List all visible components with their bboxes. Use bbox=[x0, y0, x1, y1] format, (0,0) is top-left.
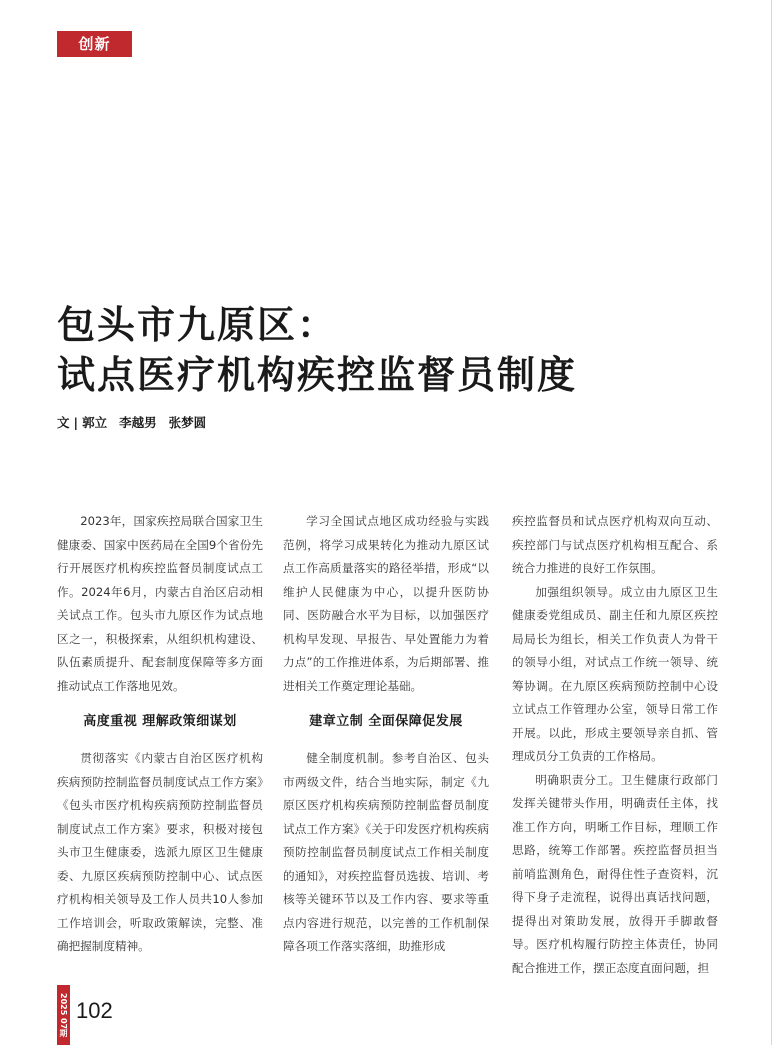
byline-separator: | bbox=[73, 415, 79, 430]
paragraph: 2023年，国家疾控局联合国家卫生健康委、国家中医药局在全国9个省份先行开展医疗机构疾控监督员制度试点工作。2024年6月，内蒙古自治区启动相关试点工作。包头市九原区作为试点地区之一，积极探索，从组织机构建设、队伍素质提升、配套制度保障等多方面推动试点工作落地见效。 bbox=[57, 514, 263, 693]
section-heading: 高度重视 理解政策细谋划 bbox=[83, 714, 237, 729]
paragraph-continued: 疾控监督员和试点医疗机构双向互动、疾控部门与试点医疗机构相互配合、系统合力推进的良好工作氛围。 bbox=[512, 514, 718, 575]
issue-tab bbox=[57, 985, 70, 1045]
byline-prefix: 文 bbox=[57, 415, 70, 430]
issue-label: 2025 07期 bbox=[59, 992, 68, 1038]
paragraph: 明确职责分工。卫生健康行政部门发挥关键带头作用，明确责任主体，找准工作方向，明晰工作目标，理顺工作思路，统筹工作部署。疾控监督员担当前哨监测角色，耐得住性子查资料，沉得下身子走流程，说得出真话找问题，提得出对策助发展，放得开手脚敢督导。医疗机构履行防控主体责任，协同配合推进工作，摆正态度直面问题，担 bbox=[512, 772, 718, 975]
title-line-1: 包头市九原区： bbox=[57, 303, 338, 347]
author-name: 李越男 bbox=[119, 415, 157, 430]
text-column-3 bbox=[512, 510, 718, 980]
author-name: 郭立 bbox=[82, 415, 108, 430]
text-column-1 bbox=[57, 510, 263, 959]
paragraph: 学习全国试点地区成功经验与实践范例，将学习成果转化为推动九原区试点工作高质量落实的路径举措，形成“以维护人民健康为中心，以提升医防协同、医防融合水平为目标，以加强医疗机构早发现、早报告、早处置能力为着力点”的工作推进体系，为后期部署、推进相关工作奠定理论基础。 bbox=[283, 514, 489, 693]
paragraph: 加强组织领导。成立由九原区卫生健康委党组成员、副主任和九原区疾控局局长为组长，相关工作负责人为骨干的领导小组，对试点工作统一领导、统筹协调。在九原区疾病预防控制中心设立试点工作管理办公室，领导日常工作开展。以此，形成主要领导亲自抓、管理成员分工负责的工作格局。 bbox=[512, 584, 718, 763]
section-heading: 建章立制 全面保障促发展 bbox=[309, 714, 463, 729]
article-title bbox=[57, 300, 737, 400]
section-tag: 创新 bbox=[57, 31, 132, 57]
byline bbox=[57, 413, 218, 431]
paragraph: 贯彻落实《内蒙古自治区医疗机构疾病预防控制监督员制度试点工作方案》《包头市医疗机构疾病预防控制监督员制度试点工作方案》要求，积极对接包头市卫生健康委，选派九原区卫生健康委、九原区疾病预防控制中心、试点医疗机构相关领导及工作人员共10人参加工作培训会，听取政策解读，完整、准确把握制度精神。 bbox=[57, 751, 263, 953]
page-number: 102 bbox=[76, 998, 113, 1023]
title-line-2: 试点医疗机构疾控监督员制度 bbox=[57, 353, 578, 397]
paragraph: 健全制度机制。参考自治区、包头市两级文件，结合当地实际，制定《九原区医疗机构疾病预防控制监督员制度试点工作方案》《关于印发医疗机构疾病预防控制监督员制度试点工作相关制度的通知》，对疾控监督员选拔、培训、考核等关键环节以及工作内容、要求等重点内容进行规范，以完善的工作机制保障各项工作落实落细，助推形成 bbox=[283, 751, 489, 953]
text-column-2 bbox=[283, 510, 489, 959]
author-name: 张梦圆 bbox=[168, 415, 207, 430]
